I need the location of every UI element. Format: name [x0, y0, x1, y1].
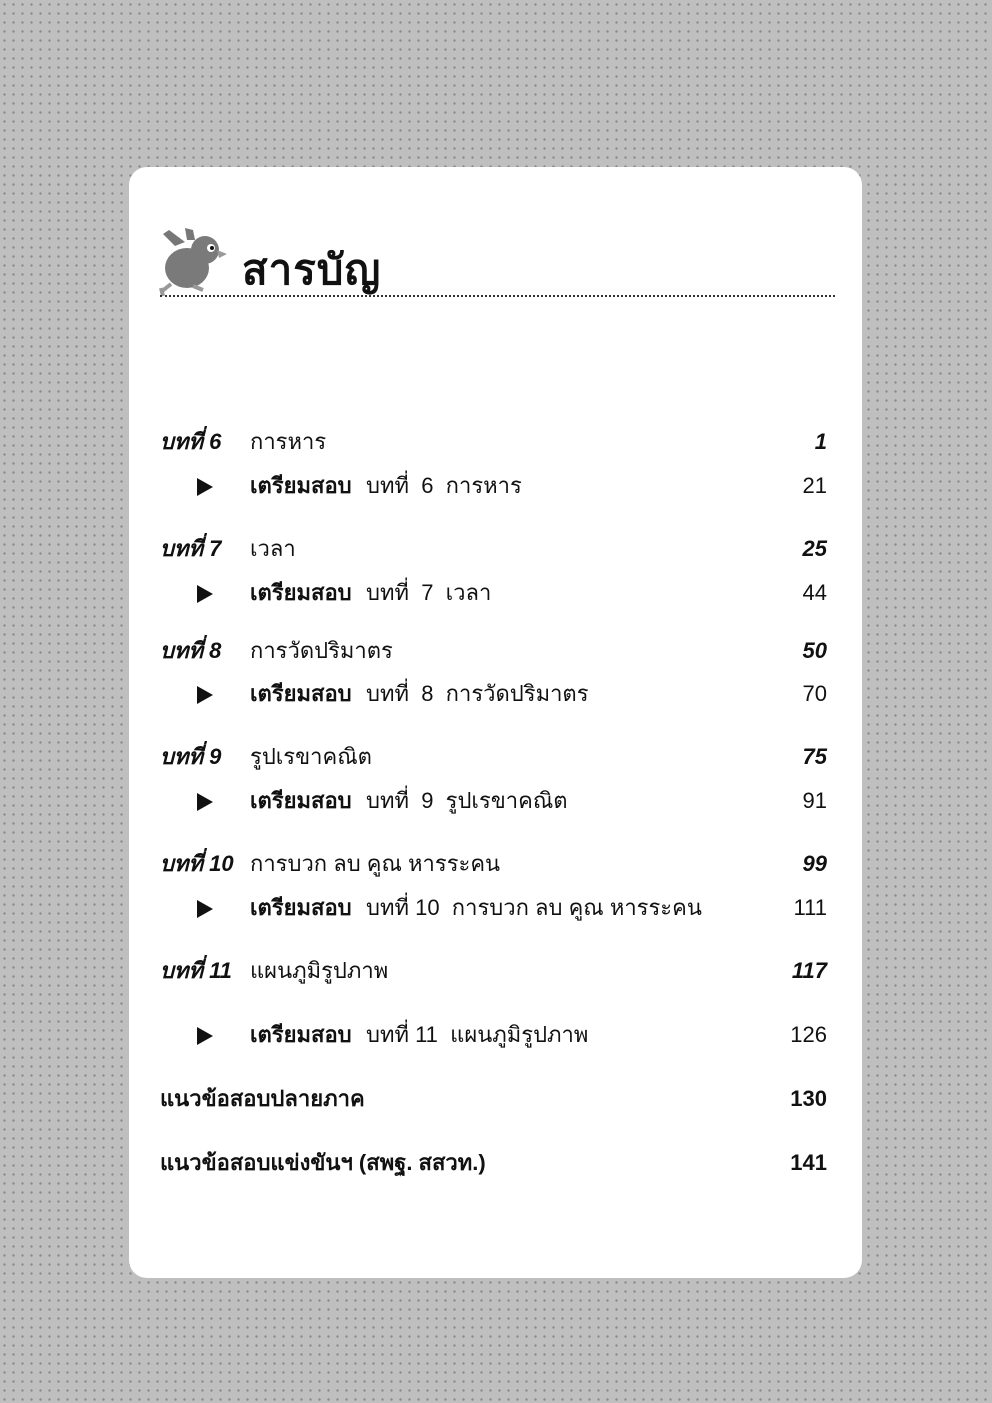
toc-exam-row[interactable] [160, 786, 827, 816]
exam-title: บทที่ 7 เวลา [366, 580, 492, 605]
exam-label: เตรียมสอบ [250, 895, 352, 920]
triangle-bullet-icon [197, 686, 213, 704]
extra-page: 141 [790, 1150, 827, 1175]
triangle-bullet-icon [197, 585, 213, 603]
toc-chapter-row[interactable] [160, 534, 827, 564]
chapter-title: รูปเรขาคณิต [250, 744, 372, 769]
toc-extra-row[interactable] [160, 1148, 827, 1178]
exam-title: บทที่ 8 การวัดปริมาตร [366, 681, 589, 706]
toc-chapter-row[interactable] [160, 849, 827, 879]
page-title: สารบัญ [242, 246, 382, 293]
exam-label: เตรียมสอบ [250, 580, 352, 605]
exam-title: บทที่ 6 การหาร [366, 473, 522, 498]
exam-label: เตรียมสอบ [250, 473, 352, 498]
exam-title: บทที่ 9 รูปเรขาคณิต [366, 788, 568, 813]
chapter-page: 75 [802, 744, 827, 769]
exam-title: บทที่ 10 การบวก ลบ คูณ หารระคน [366, 895, 702, 920]
toc-exam-row[interactable] [160, 471, 827, 501]
extra-title: แนวข้อสอบแข่งขันฯ (สพฐ. สสวท.) [160, 1150, 486, 1175]
toc-chapter-row[interactable] [160, 636, 827, 666]
chapter-title: แผนภูมิรูปภาพ [250, 958, 389, 983]
chapter-label: บทที่ 6 [160, 429, 222, 454]
exam-label: เตรียมสอบ [250, 1022, 352, 1047]
title-divider [160, 295, 835, 297]
chapter-title: การบวก ลบ คูณ หารระคน [250, 851, 501, 876]
exam-label: เตรียมสอบ [250, 788, 352, 813]
exam-page: 70 [802, 681, 827, 706]
triangle-bullet-icon [197, 900, 213, 918]
exam-page: 111 [793, 895, 827, 920]
exam-page: 21 [802, 473, 827, 498]
exam-label: เตรียมสอบ [250, 681, 352, 706]
extra-title: แนวข้อสอบปลายภาค [160, 1086, 365, 1111]
chapter-page: 50 [802, 638, 827, 663]
chapter-page: 117 [791, 958, 827, 983]
chapter-label: บทที่ 10 [160, 851, 234, 876]
chapter-label: บทที่ 7 [160, 536, 222, 561]
toc-exam-row[interactable] [160, 679, 827, 709]
toc-chapter-row[interactable] [160, 742, 827, 772]
exam-page: 91 [802, 788, 827, 813]
toc-exam-row[interactable] [160, 893, 827, 923]
toc-chapter-row[interactable] [160, 956, 827, 986]
chapter-label: บทที่ 11 [160, 958, 232, 983]
chapter-label: บทที่ 9 [160, 744, 222, 769]
triangle-bullet-icon [197, 1027, 213, 1045]
triangle-bullet-icon [197, 478, 213, 496]
toc-exam-row[interactable] [160, 578, 827, 608]
chapter-page: 1 [814, 429, 827, 454]
chapter-page: 99 [802, 851, 827, 876]
chapter-title: เวลา [250, 536, 296, 561]
triangle-bullet-icon [197, 793, 213, 811]
chapter-page: 25 [802, 536, 827, 561]
exam-title: บทที่ 11 แผนภูมิรูปภาพ [366, 1022, 589, 1047]
chapter-title: การวัดปริมาตร [250, 638, 393, 663]
toc-exam-row[interactable] [160, 1020, 827, 1050]
chapter-label: บทที่ 8 [160, 638, 222, 663]
toc-extra-row[interactable] [160, 1084, 827, 1114]
exam-page: 44 [802, 580, 827, 605]
bird-mascot-icon [157, 226, 237, 298]
extra-page: 130 [790, 1086, 827, 1111]
chapter-title: การหาร [250, 429, 327, 454]
exam-page: 126 [790, 1022, 827, 1047]
toc-chapter-row[interactable] [160, 427, 827, 457]
